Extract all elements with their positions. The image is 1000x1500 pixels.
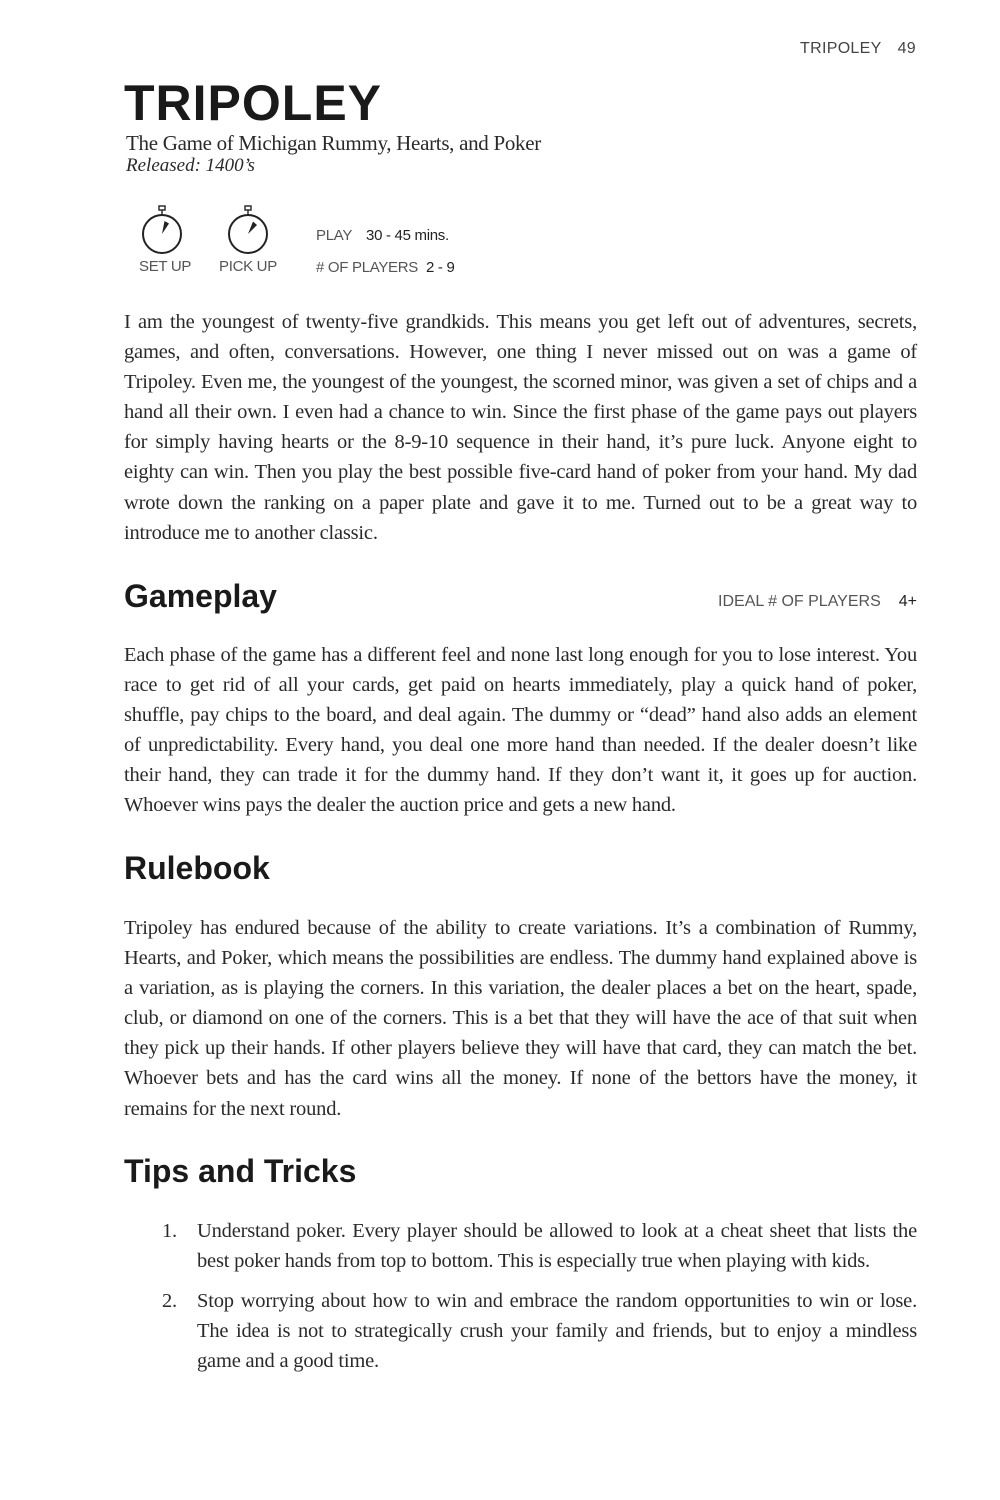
rulebook-paragraph: Tripoley has endured because of the ability to create variations. It’s a combination of Rummy, Hearts, and Poker, which means the possibilities are endless. The dummy hand explained above is a variation, as is playing the corners. In this variation, the dealer places a bet on the heart, spade, club, or diamond on one of the corners. This is a bet that they will have the ace of that suit when they pick up their hands. If other players believe they will have that card, they can match the bet. Whoever bets and has the card wins all the money. If none of the bettors have the money, it remains for the next round. <box>124 917 917 1120</box>
pickup-label: PICK UP <box>219 258 277 275</box>
play-label: PLAY <box>316 227 353 244</box>
ideal-players-value: 4+ <box>898 593 917 610</box>
play-time <box>316 227 449 244</box>
ideal-players <box>718 593 917 611</box>
intro-paragraph: I am the youngest of twenty-five grandkids. This means you get left out of adventures, secrets, games, and often, conversations. However, one thing I never missed out on was a game of Tripoley. Even me, the youngest of the youngest, the scorned minor, was given a set of chips and a hand all their own. I even had a chance to win. Since the first phase of the game pays out players for simply having hearts or the 8-9-10 sequence in their hand, it’s pure luck. Anyone eight to eighty can win. Then you play the best possible five-card hand of poker from your hand. My dad wrote down the ranking on a paper plate and gave it to me. Turned out to be a great way to introduce me to another classic. <box>124 311 917 544</box>
running-title: TRIPOLEY <box>800 40 882 57</box>
subtitle: The Game of Michigan Rummy, Hearts, and Poker <box>126 131 541 155</box>
list-item-text: Understand poker. Every player should be allowed to look at a cheat sheet that lists the best poker hands from top to bottom. This is especially true when playing with kids. <box>197 1220 917 1273</box>
list-item <box>160 1286 917 1376</box>
players-value: 2 - 9 <box>426 259 455 276</box>
page-title: TRIPOLEY <box>124 75 383 131</box>
setup-label: SET UP <box>139 258 192 275</box>
gameplay-heading: Gameplay <box>124 578 277 614</box>
rulebook-heading: Rulebook <box>124 850 270 886</box>
pickup-stopwatch-icon <box>226 204 270 256</box>
tips-list <box>160 1216 917 1386</box>
player-count <box>316 259 455 276</box>
page-number: 49 <box>897 40 916 57</box>
running-head <box>800 40 916 58</box>
setup-stopwatch-icon <box>140 204 184 256</box>
play-value: 30 - 45 mins. <box>366 227 449 244</box>
list-item <box>160 1216 917 1276</box>
players-label: # OF PLAYERS <box>316 259 418 276</box>
ideal-players-label: IDEAL # OF PLAYERS <box>718 593 881 610</box>
tips-heading: Tips and Tricks <box>124 1153 357 1189</box>
gameplay-paragraph: Each phase of the game has a different feel and none last long enough for you to lose interest. You race to get rid of all your cards, get paid on hearts immediately, play a quick hand of poker, shuffle, pay chips to the board, and deal again. The dummy or “dead” hand also adds an element of unpredictability. Every hand, you deal one more hand than needed. If the dealer doesn’t like their hand, they can trade it for the dummy hand. If they don’t want it, it goes up for auction. Whoever wins pays the dealer the auction price and gets a new hand. <box>124 644 917 817</box>
list-item-number: 2. <box>162 1290 177 1313</box>
list-item-number: 1. <box>162 1220 177 1242</box>
release-date: Released: 1400’s <box>126 155 255 176</box>
list-item-text: Stop worrying about how to win and embrace the random opportunities to win or lose. The idea is not to strategically crush your family and friends, but to enjoy a mindless game and a good time. <box>197 1290 917 1373</box>
